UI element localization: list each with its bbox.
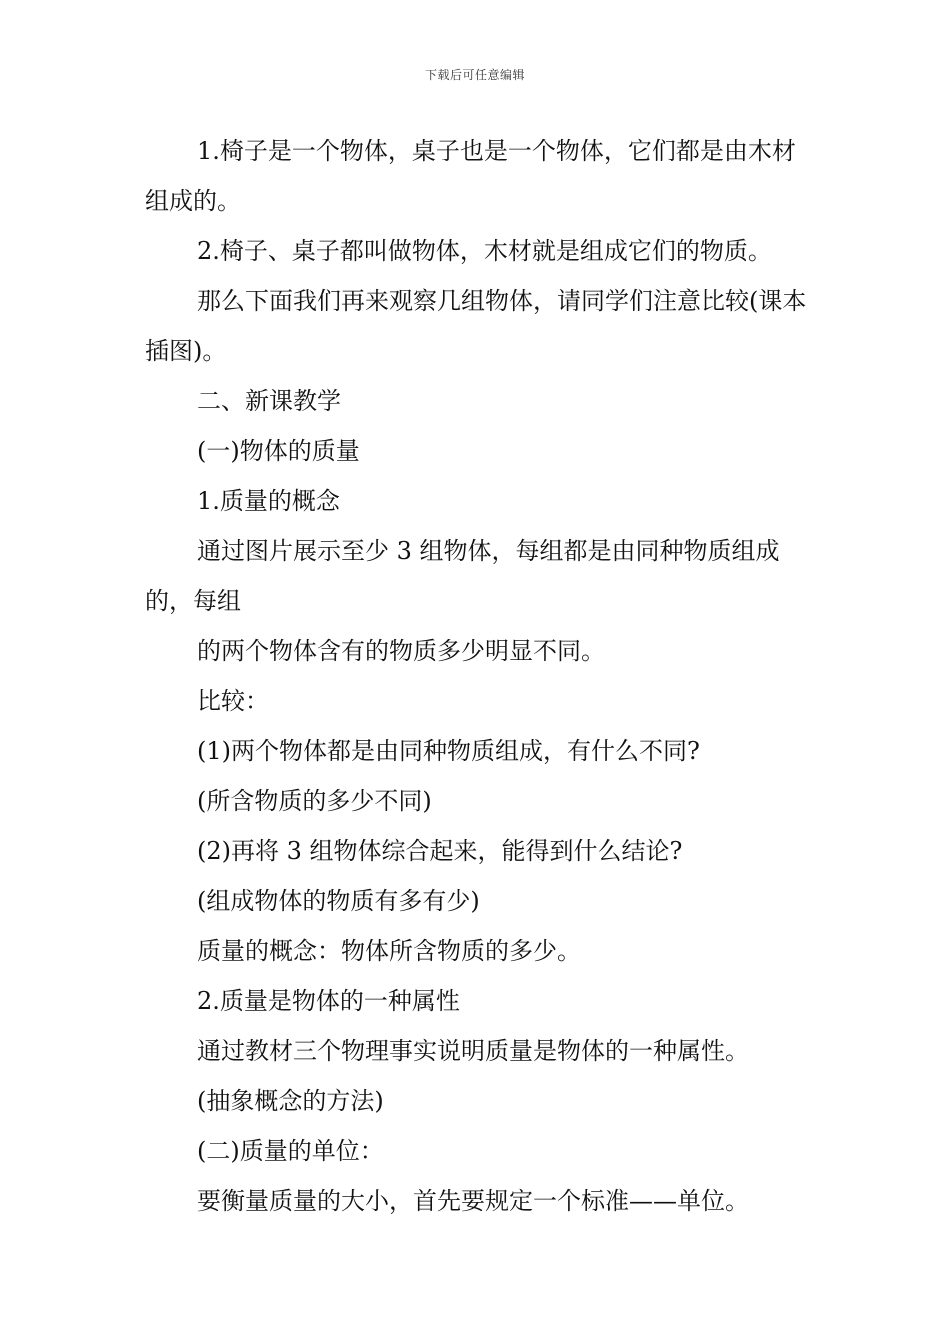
answer-2: (组成物体的物质有多有少): [197, 887, 480, 915]
paragraph-2: 2.椅子、桌子都叫做物体，木材就是组成它们的物质。: [197, 237, 772, 265]
paragraph-compare: 比较：: [197, 687, 269, 715]
paragraph-3: 那么下面我们再来观察几组物体，请同学们注意比较(课本插图)。: [145, 287, 807, 365]
definition-mass: 质量的概念：物体所含物质的多少。: [197, 937, 581, 965]
paragraph-property: 通过教材三个物理事实说明质量是物体的一种属性。: [197, 1037, 749, 1065]
page-header: 下载后可任意编辑: [424, 68, 525, 82]
paragraph-method: (抽象概念的方法): [197, 1087, 384, 1115]
paragraph-unit: 要衡量质量的大小，首先要规定一个标准——单位。: [197, 1187, 749, 1215]
section-heading-new-lesson: 二、新课教学: [197, 387, 341, 415]
subsection-heading-unit: (二)质量的单位：: [197, 1137, 384, 1165]
paragraph-8: 的两个物体含有的物质多少明显不同。: [197, 637, 605, 665]
subsection-heading-mass: (一)物体的质量: [197, 437, 360, 465]
document-body: [145, 126, 810, 1226]
question-2: (2)再将 3 组物体综合起来，能得到什么结论?: [197, 837, 683, 865]
answer-1: (所含物质的多少不同): [197, 787, 432, 815]
item-heading-property: 2.质量是物体的一种属性: [197, 987, 460, 1015]
paragraph-1: 1.椅子是一个物体，桌子也是一个物体，它们都是由木材组成的。: [145, 137, 796, 215]
item-heading-concept: 1.质量的概念: [197, 487, 340, 515]
paragraph-7: 通过图片展示至少 3 组物体，每组都是由同种物质组成的，每组: [145, 537, 780, 615]
question-1: (1)两个物体都是由同种物质组成，有什么不同?: [197, 737, 700, 765]
